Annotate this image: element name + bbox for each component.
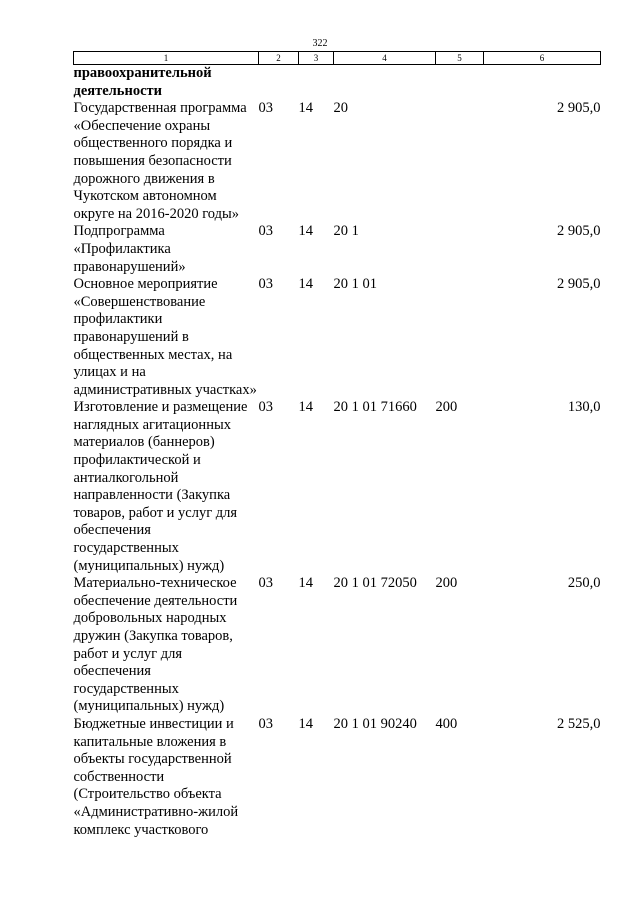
row-target-code: 20 1 01 71660 [333,399,417,416]
row-name: Бюджетные инвестиции и капитальные вложения в объекты государственной собственности (Строительство объекта «Административно-жилой комплекс участкового [73,715,239,838]
row-amount: 2 525,0 [557,715,601,732]
row-amount: 130,0 [567,399,601,416]
row-subsection: 14 [298,399,313,416]
row-target-code [334,65,436,101]
row-subsection: 14 [298,223,313,240]
row-subsection: 14 [298,575,313,592]
row-expense-type: 200 [435,399,458,416]
row-amount [484,65,601,101]
row-amount: 2 905,0 [557,223,601,240]
table-row [74,276,601,399]
row-target-code: 20 1 01 72050 [333,575,417,592]
row-expense-type [436,223,484,276]
row-name: Подпрограмма «Профилактика правонарушений» [73,223,186,275]
table-row [74,100,601,223]
row-section: 03 [258,276,273,293]
row-section: 03 [258,100,273,117]
row-section: 03 [258,399,273,416]
table-row [74,575,601,716]
row-amount: 250,0 [567,575,601,592]
table-row [74,65,601,101]
col-header-6: 6 [484,52,601,65]
row-subsection: 14 [298,715,313,732]
col-header-3: 3 [299,52,334,65]
row-target-code: 20 1 01 [333,276,377,293]
row-expense-type: 200 [435,575,458,592]
col-header-2: 2 [259,52,299,65]
row-section: 03 [258,223,273,240]
col-header-4: 4 [334,52,436,65]
row-expense-type [436,100,484,223]
row-target-code: 20 1 [333,223,359,240]
row-name: правоохранительной деятельности [73,65,212,99]
col-header-5: 5 [436,52,484,65]
row-name: Основное мероприятие «Совершенствование профилактики правонарушений в общественных местах, на улицах и на административных участках» [73,276,257,398]
col-header-1: 1 [74,52,259,65]
row-target-code: 20 1 01 90240 [333,715,417,732]
header-row [74,52,601,65]
table-row [74,716,601,839]
row-expense-type: 400 [435,715,458,732]
row-subsection [299,65,334,101]
row-name: Изготовление и размещение наглядных агитационных материалов (баннеров) профилактической и антиалкогольной направленности (Закупка товаров, работ и услуг для обеспечения государственных (муниципальных) нужд) [73,399,248,574]
row-section [259,65,299,101]
row-amount: 2 905,0 [557,100,601,117]
row-section: 03 [258,715,273,732]
row-expense-type [436,276,484,399]
table-row [74,399,601,575]
row-target-code: 20 [333,100,348,117]
row-expense-type [436,65,484,101]
row-section: 03 [258,575,273,592]
table-row [74,223,601,276]
row-subsection: 14 [298,276,313,293]
row-subsection: 14 [298,100,313,117]
row-name: Материально-техническое обеспечение деятельности добровольных народных дружин (Закупка товаров, работ и услуг для обеспечения государственных (муниципальных) нужд) [73,575,238,715]
row-name: Государственная программа «Обеспечение охраны общественного порядка и повышения безопасности дорожного движения в Чукотском автономном округе на 2016-2020 годы» [73,100,247,222]
row-amount: 2 905,0 [557,276,601,293]
budget-table [73,51,601,839]
page-number: 322 [312,38,328,49]
